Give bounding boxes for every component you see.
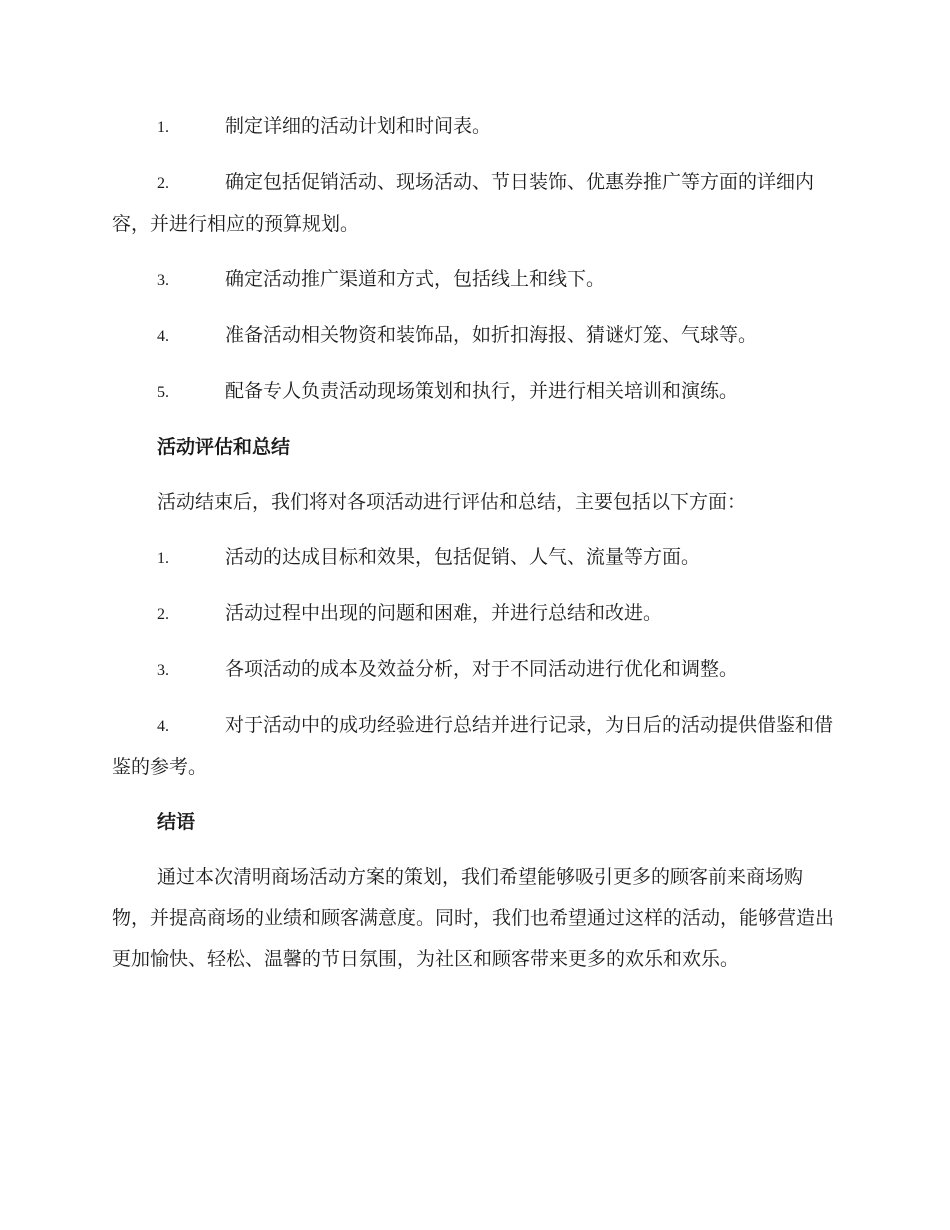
list-text: 活动过程中出现的问题和困难，并进行总结和改进。 xyxy=(225,602,663,624)
list-item xyxy=(112,593,834,635)
list-item xyxy=(112,537,834,579)
list-item xyxy=(112,259,834,301)
section-intro: 活动结束后，我们将对各项活动进行评估和总结，主要包括以下方面： xyxy=(157,491,747,513)
conclusion-paragraph: 通过本次清明商场活动方案的策划，我们希望能够吸引更多的顾客前来商场购物，并提高商场的业绩和顾客满意度。同时，我们也希望通过这样的活动，能够营造出更加愉快、轻松、温馨的节日氛围，为社区和顾客带来更多的欢乐和欢乐。 xyxy=(112,866,835,970)
list-number: 2. xyxy=(157,175,169,192)
list-number: 3. xyxy=(157,272,169,289)
list-number: 2. xyxy=(157,606,169,623)
list-item xyxy=(112,106,834,148)
list-text: 准备活动相关物资和装饰品，如折扣海报、猜谜灯笼、气球等。 xyxy=(225,324,758,346)
list-text: 配备专人负责活动现场策划和执行，并进行相关培训和演练。 xyxy=(225,380,739,402)
list-item xyxy=(112,162,834,245)
list-text: 对于活动中的成功经验进行总结并进行记录，为日后的活动提供借鉴和借鉴的参考。 xyxy=(112,714,834,778)
list-text: 活动的达成目标和效果，包括促销、人气、流量等方面。 xyxy=(225,546,701,568)
list-number: 5. xyxy=(157,384,169,401)
list-text: 确定活动推广渠道和方式，包括线上和线下。 xyxy=(225,268,606,290)
list-number: 1. xyxy=(157,550,169,567)
list-number: 4. xyxy=(157,718,169,735)
list-item xyxy=(112,315,834,357)
section-heading-evaluation: 活动评估和总结 xyxy=(157,436,291,458)
list-number: 1. xyxy=(157,119,169,136)
list-text: 各项活动的成本及效益分析，对于不同活动进行优化和调整。 xyxy=(225,658,739,680)
list-text: 确定包括促销活动、现场活动、节日装饰、优惠券推广等方面的详细内容，并进行相应的预算规划。 xyxy=(112,171,815,235)
section-heading-conclusion: 结语 xyxy=(157,811,196,833)
document-body xyxy=(112,106,834,980)
list-item xyxy=(112,705,834,788)
list-item xyxy=(112,371,834,413)
list-item xyxy=(112,649,834,691)
list-number: 3. xyxy=(157,662,169,679)
list-number: 4. xyxy=(157,328,169,345)
list-text: 制定详细的活动计划和时间表。 xyxy=(225,115,492,137)
